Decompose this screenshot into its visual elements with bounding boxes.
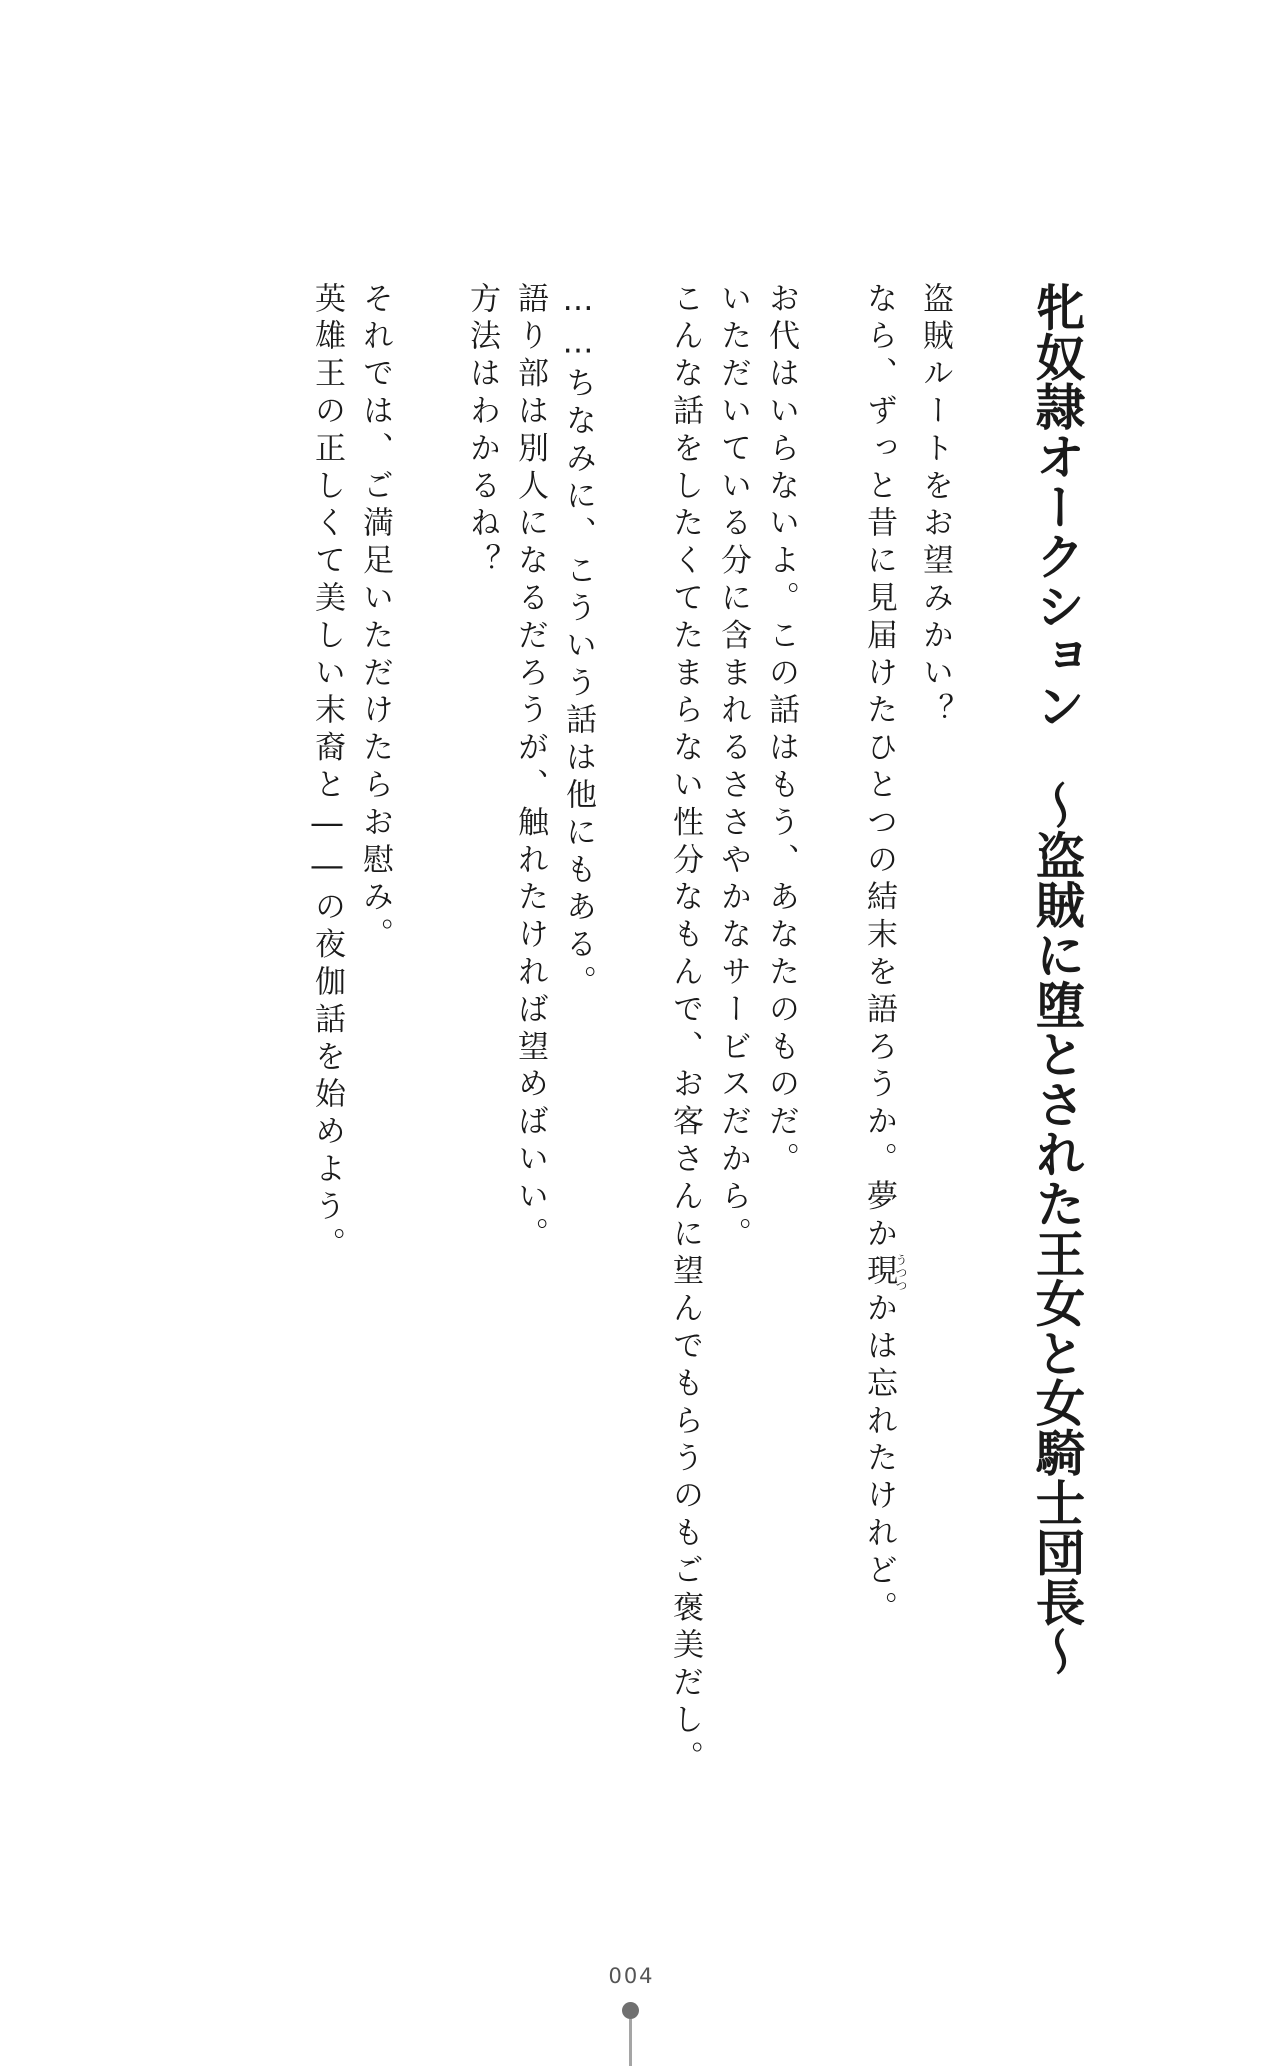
text-line-2: [861, 282, 908, 1629]
chapter-title: 牝奴隷オークション ～盗賊に堕とされた王女と女騎士団長～: [1028, 282, 1086, 1677]
text-line-8: 方法はわかるね？: [464, 282, 500, 582]
ruby-base: 現: [861, 1253, 897, 1293]
ruby-word: [861, 1253, 908, 1293]
text-line-10: 英雄王の正しくて美しい末裔と――の夜伽話を始めよう。: [309, 282, 345, 1265]
folio-dot-icon: [622, 2002, 639, 2019]
text-line-3: お代はいらないよ。この話はもう、あなたのものだ。: [763, 282, 799, 1180]
text-line-5: こんな話をしたくてたまらない性分なもんで、お客さんに望んでもらうのもご褒美だし。: [667, 282, 703, 1778]
text-line-9: それでは、ご満足いただけたらお慰み。: [357, 282, 393, 956]
text-line-1: 盗賊ルートをお望みかい？: [917, 282, 953, 731]
text-line-4: いただいている分に含まれるささやかなサービスだから。: [715, 282, 751, 1255]
folio-line: [629, 2019, 632, 2066]
text-line-7: 語り部は別人になるだろうが、触れたければ望めばいい。: [512, 282, 548, 1255]
text-line-2-part-1: なら、ずっと昔に見届けたひとつの結末を語ろうか。夢か: [861, 282, 897, 1255]
text-line-2-part-2: かは忘れたけれど。: [861, 1291, 897, 1629]
ruby-reading: うつつ: [894, 1253, 908, 1293]
text-line-6: ……ちなみに、こういう話は他にもある。: [560, 282, 596, 1003]
page-number: 004: [608, 1964, 655, 1988]
